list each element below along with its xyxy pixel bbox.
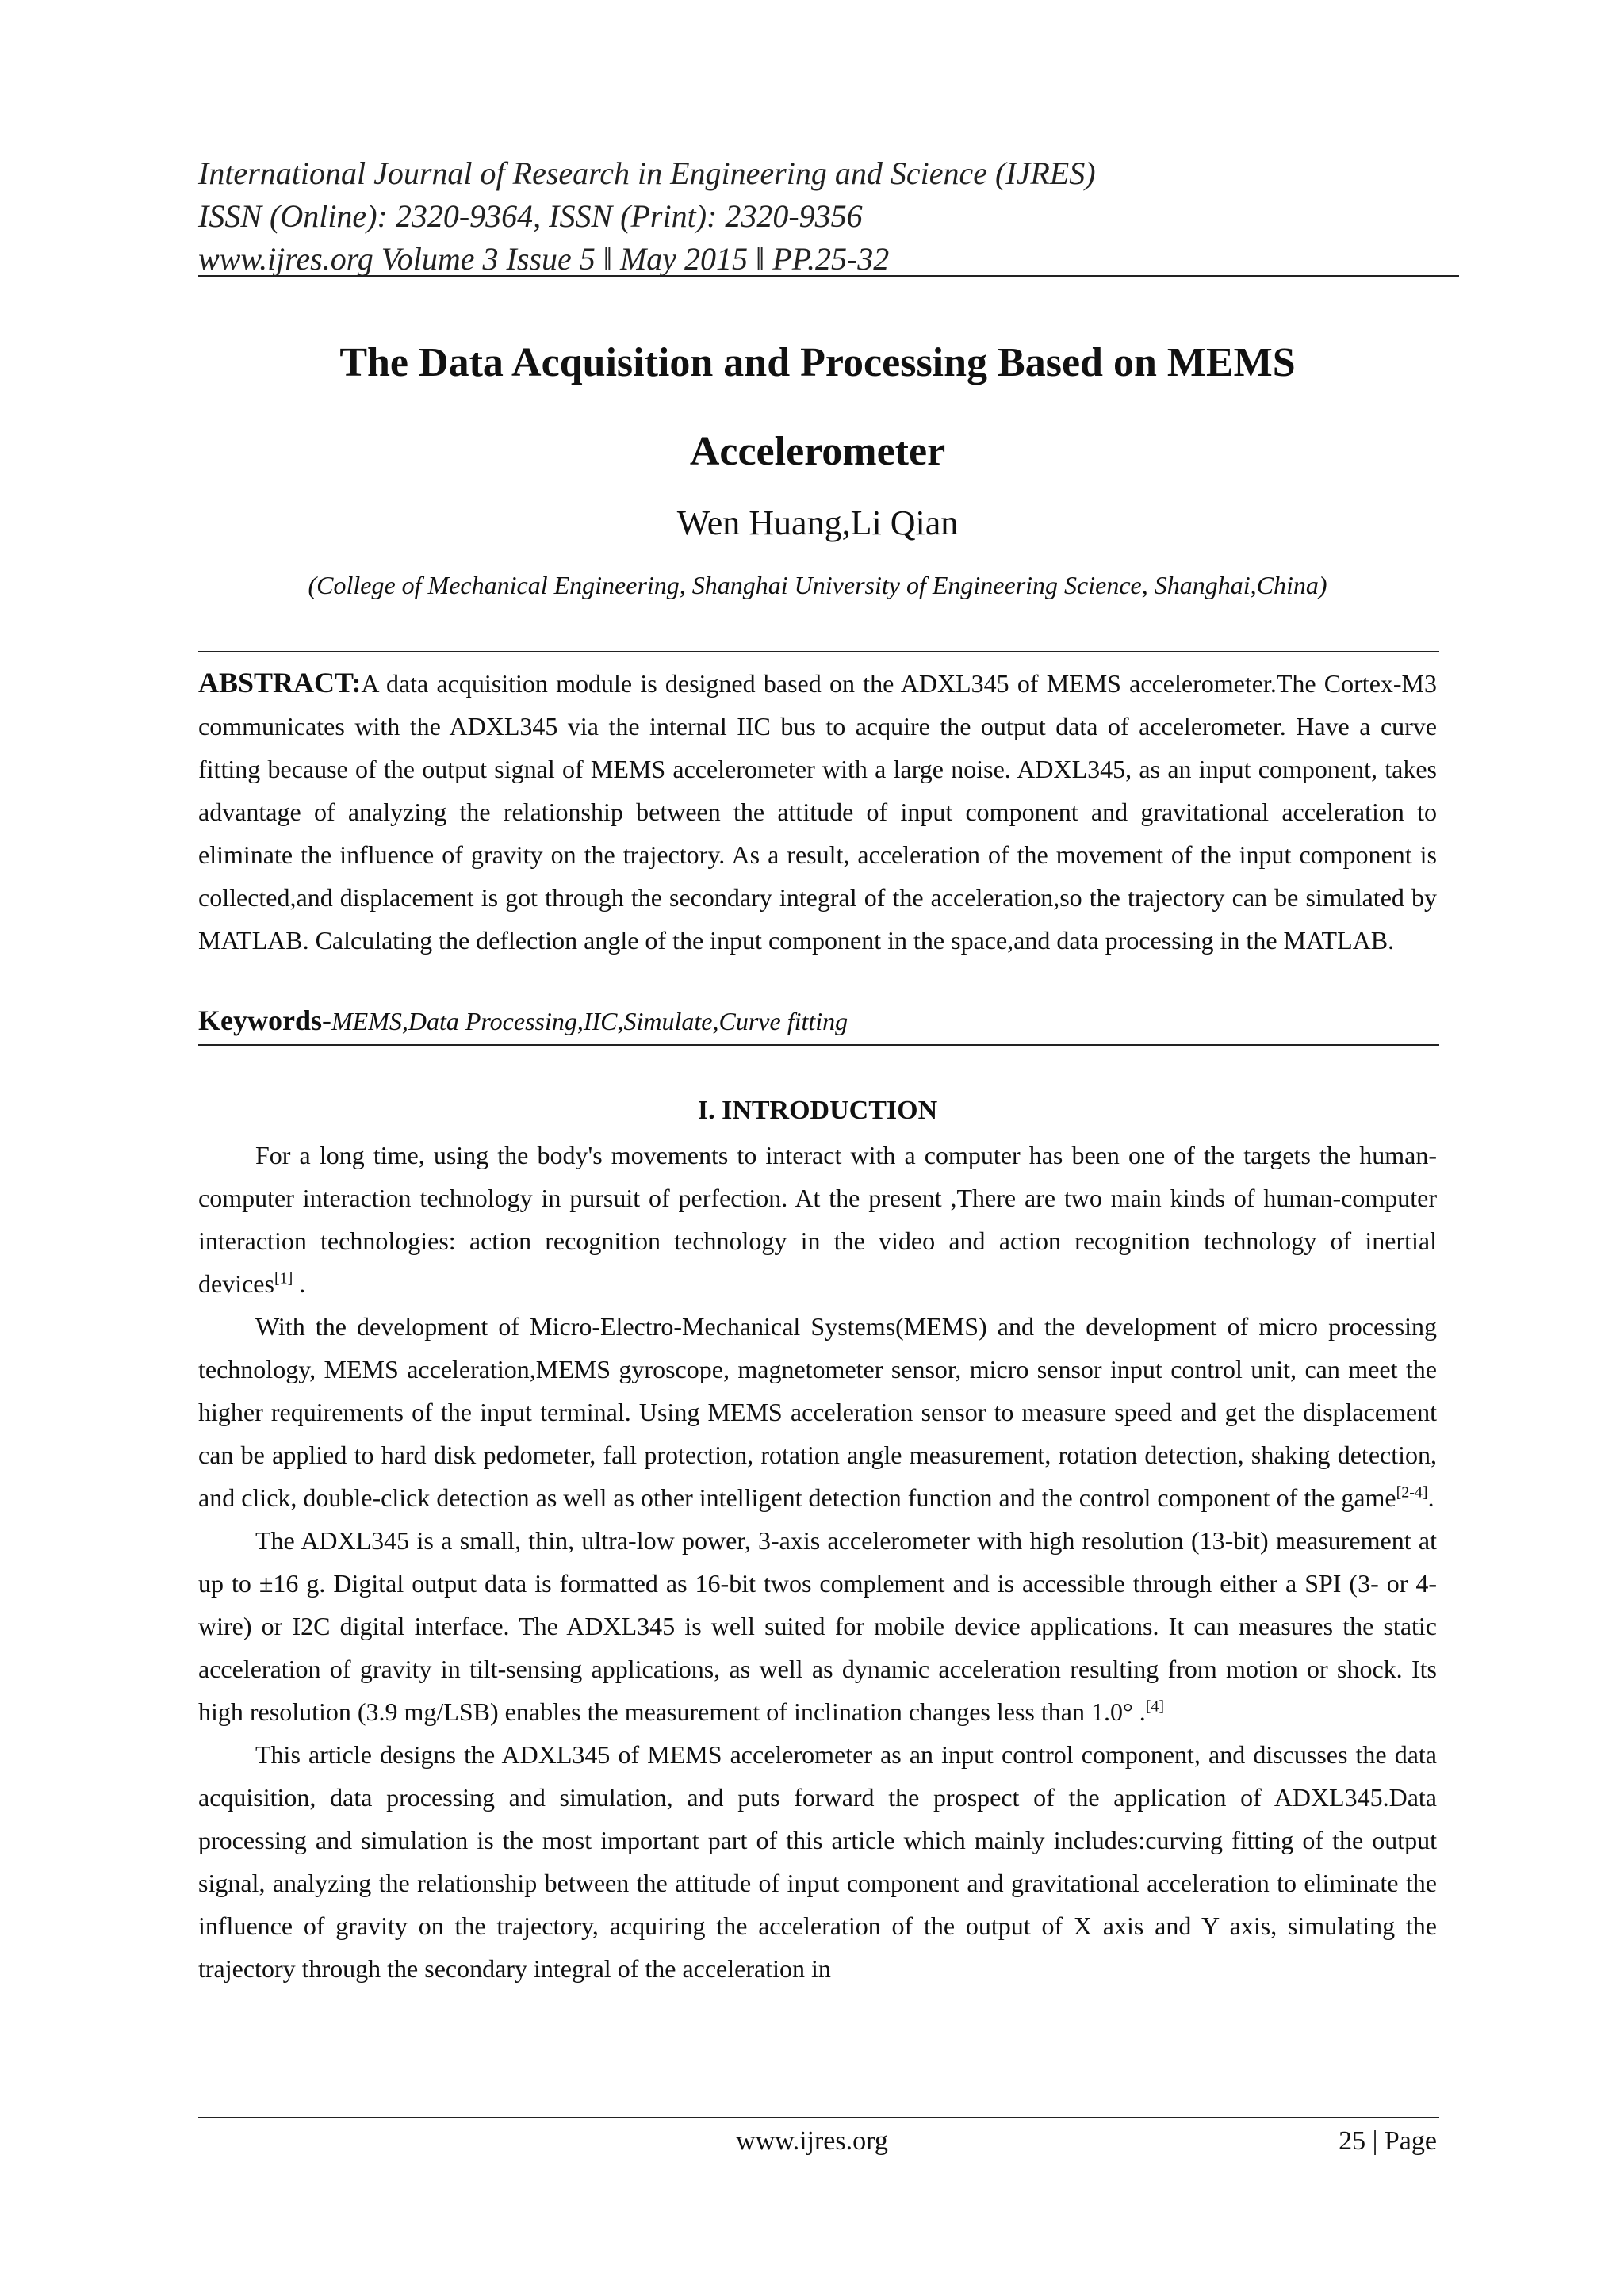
- citation: [1]: [274, 1269, 293, 1288]
- paragraph-text: The ADXL345 is a small, thin, ultra-low power, 3-axis accelerometer with high resolution (13-bit) measurement at up to ±16 g. Digital output data is formatted as 16-bit twos complement and is accessible through either a SPI (3- or 4-wire) or I2C digital interface. The ADXL345 is well suited for mobile device applications. It can measures the static acceleration of gravity in tilt-sensing applications, as well as dynamic acceleration resulting from motion or shock. Its high resolution (3.9 mg/LSB) enables the measurement of inclination changes less than 1.0° .: [198, 1526, 1437, 1726]
- paragraph-text: This article designs the ADXL345 of MEMS accelerometer as an input control component, and discusses the data acquisition, data processing and simulation, and puts forward the prospect of the application of ADXL345.Data processing and simulation is the most important part of this article which mainly includes:curving fitting of the output signal, analyzing the relationship between the attitude of input component and gravitational acceleration to eliminate the influence of gravity on the trajectory, acquiring the acceleration of the output of X axis and Y axis, simulating the trajectory through the secondary integral of the acceleration in: [198, 1740, 1437, 1983]
- paper-title: [198, 319, 1437, 496]
- abstract-top-rule: [198, 651, 1439, 652]
- paragraph-tail: .: [1427, 1483, 1434, 1512]
- paragraph: [198, 1305, 1437, 1519]
- section-heading-introduction: I. INTRODUCTION: [697, 1096, 938, 1125]
- paragraph-text: With the development of Micro-Electro-Mechanical Systems(MEMS) and the development of micro processing technology, MEMS acceleration,MEMS gyroscope, magnetometer sensor, micro sensor input control unit, can meet the higher requirements of the input terminal. Using MEMS acceleration sensor to measure speed and get the displacement can be applied to hard disk pedometer, fall protection, rotation angle measurement, rotation detection, shaking detection, and click, double-click detection as well as other intelligent detection function and the control component of the game: [198, 1312, 1437, 1512]
- paragraph-tail: .: [293, 1269, 306, 1298]
- paper-authors: Wen Huang,Li Qian: [676, 503, 959, 542]
- abstract-text: A data acquisition module is designed based on the ADXL345 of MEMS accelerometer.The Cortex-M3 communicates with the ADXL345 via the internal IIC bus to acquire the output data of accelerometer. Have a curve fitting because of the output signal of MEMS accelerometer with a large noise. ADXL345, as an input component, takes advantage of analyzing the relationship between the attitude of input component and gravitational acceleration to eliminate the influence of gravity on the trajectory. As a result, acceleration of the movement of the input component is collected,and displacement is got through the secondary integral of the acceleration,so the trajectory can be simulated by MATLAB. Calculating the deflection angle of the input component in the space,and data processing in the MATLAB.: [198, 669, 1437, 955]
- keywords-text: MEMS,Data Processing,IIC,Simulate,Curve fitting: [331, 1007, 848, 1035]
- citation: [4]: [1145, 1697, 1165, 1716]
- paper-affiliation: (College of Mechanical Engineering, Shanghai University of Engineering Science, Shanghai,China): [308, 571, 1327, 599]
- footer-page-number: 25 | Page: [1339, 2126, 1437, 2156]
- journal-name: International Journal of Research in Engineering and Science (IJRES): [198, 155, 1096, 191]
- keywords-label: Keywords-: [198, 1004, 331, 1036]
- citation: [2-4]: [1396, 1483, 1428, 1502]
- paragraph: [198, 1519, 1437, 1733]
- journal-header: [198, 152, 1459, 281]
- keywords: [198, 1001, 1437, 1041]
- paragraph: [198, 1733, 1437, 1990]
- paragraph: [198, 1134, 1437, 1305]
- paragraph-text: For a long time, using the body's movements to interact with a computer has been one of the targets the human-computer interaction technology in pursuit of perfection. At the present ,There are two main kinds of human-computer interaction technologies: action recognition technology in the video and action recognition technology of inertial devices: [198, 1141, 1437, 1298]
- abstract-label: ABSTRACT:: [198, 667, 362, 698]
- footer-rule: [198, 2117, 1439, 2118]
- introduction-body: [198, 1134, 1437, 1990]
- abstract-bottom-rule: [198, 1044, 1439, 1046]
- paper-title-line-1: The Data Acquisition and Processing Based on MEMS: [339, 340, 1296, 385]
- abstract: [198, 661, 1437, 962]
- paper-title-line-2: Accelerometer: [689, 429, 946, 474]
- journal-issn: ISSN (Online): 2320-9364, ISSN (Print): 2320-9356: [198, 198, 863, 234]
- journal-volume: www.ijres.org Volume 3 Issue 5 ǁ May 2015 ǁ PP.25-32: [198, 241, 890, 277]
- footer-site: www.ijres.org: [736, 2126, 888, 2156]
- header-rule: [198, 275, 1459, 277]
